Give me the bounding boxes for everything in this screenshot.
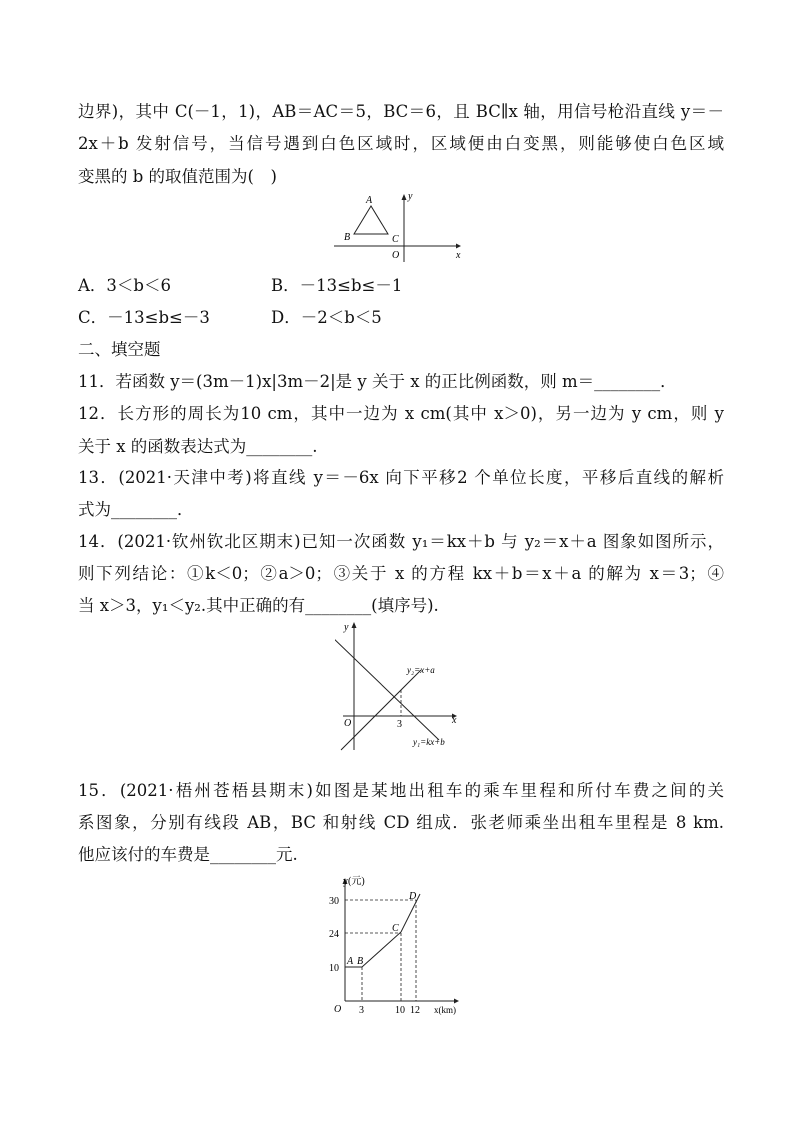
line-y2 xyxy=(341,670,421,750)
q13-line-1: 13．(2021·天津中考)将直线 y＝－6x 向下平移2 个单位长度，平移后直线的解析 xyxy=(78,468,724,487)
label-c: C xyxy=(392,923,399,934)
ytick-24: 24 xyxy=(329,929,339,940)
x-axis-arrow xyxy=(454,999,459,1004)
tick-3: 3 xyxy=(397,719,402,730)
label-y: y xyxy=(344,622,349,633)
label-o: O xyxy=(392,250,400,261)
q13-line-2: 式为________． xyxy=(78,500,194,519)
q14-line-graph xyxy=(335,618,470,753)
label-y: y xyxy=(408,191,413,202)
x-axis-label: x(km) xyxy=(434,1005,456,1015)
q15-line-3: 他应该付的车费是________元. xyxy=(78,845,298,864)
label-b: B xyxy=(344,232,351,243)
q14-line-2: 则下列结论：①k＜0；②a＞0；③关于 x 的方程 kx＋b＝x＋a 的解为 x＝3；④ xyxy=(78,564,724,583)
y-axis-label: y(元) xyxy=(343,876,365,887)
q15-taxi-fare-graph xyxy=(320,870,470,1020)
q15-line-2: 系图象，分别有线段 AB，BC 和射线 CD 组成．张老师乘坐出租车里程是 8 km. xyxy=(78,813,724,832)
xtick-12: 12 xyxy=(410,1005,420,1016)
section-title: 二、填空题 xyxy=(78,340,161,359)
label-b: B xyxy=(357,956,364,967)
label-c: C xyxy=(392,234,399,245)
xtick-10: 10 xyxy=(395,1005,405,1016)
triangle-abc xyxy=(354,206,388,234)
q15-line-1: 15．(2021·梧州苍梧县期末)如图是某地出租车的乘车里程和所付车费之间的关 xyxy=(78,781,724,800)
q10-option-b: B．－13≤b≤－1 xyxy=(271,276,403,295)
q10-option-a: A．3＜b＜6 xyxy=(78,276,171,295)
label-y1: y₁=kx+b xyxy=(413,737,445,747)
q10-line-3: 变黑的 b 的取值范围为( ) xyxy=(78,167,277,186)
q10-line-1: 边界)，其中 C(－1，1)，AB＝AC＝5，BC＝6，且 BC∥x 轴，用信号枪沿直线 y＝－ xyxy=(78,102,724,121)
q10-line-2: 2x＋b 发射信号，当信号遇到白色区域时，区域便由白变黑，则能够使白色区域 xyxy=(78,134,724,153)
q14-line-1: 14．(2021·钦州钦北区期末)已知一次函数 y₁＝kx＋b 与 y₂＝x＋a 图象如图所示， xyxy=(78,532,724,551)
q11-line: 11．若函数 y＝(3m－1)x|3m－2|是 y 关于 x 的正比例函数，则 m＝________． xyxy=(78,372,677,391)
ytick-30: 30 xyxy=(329,896,339,907)
label-d: D xyxy=(409,891,417,902)
label-o: O xyxy=(344,718,352,729)
ytick-10: 10 xyxy=(329,963,339,974)
x-axis-arrow xyxy=(456,244,461,249)
label-o: O xyxy=(334,1004,342,1015)
q10-option-d: D．－2＜b＜5 xyxy=(271,308,382,327)
q10-triangle-figure xyxy=(330,188,470,264)
q12-line-1: 12．长方形的周长为10 cm，其中一边为 x cm(其中 x＞0)，另一边为 y cm，则 y xyxy=(78,404,724,423)
label-a: A xyxy=(347,956,354,967)
q12-line-2: 关于 x 的函数表达式为________. xyxy=(78,437,318,456)
label-x: x xyxy=(456,250,461,261)
y-axis-arrow xyxy=(402,194,407,200)
label-a: A xyxy=(366,195,373,206)
label-x: x xyxy=(452,715,457,726)
label-y2: y₂=x+a xyxy=(407,665,435,675)
q14-line-3: 当 x＞3，y₁＜y₂.其中正确的有________(填序号). xyxy=(78,596,439,615)
xtick-3: 3 xyxy=(359,1005,364,1016)
q10-option-c: C．－13≤b≤－3 xyxy=(78,308,210,327)
y-axis-arrow xyxy=(352,622,357,628)
